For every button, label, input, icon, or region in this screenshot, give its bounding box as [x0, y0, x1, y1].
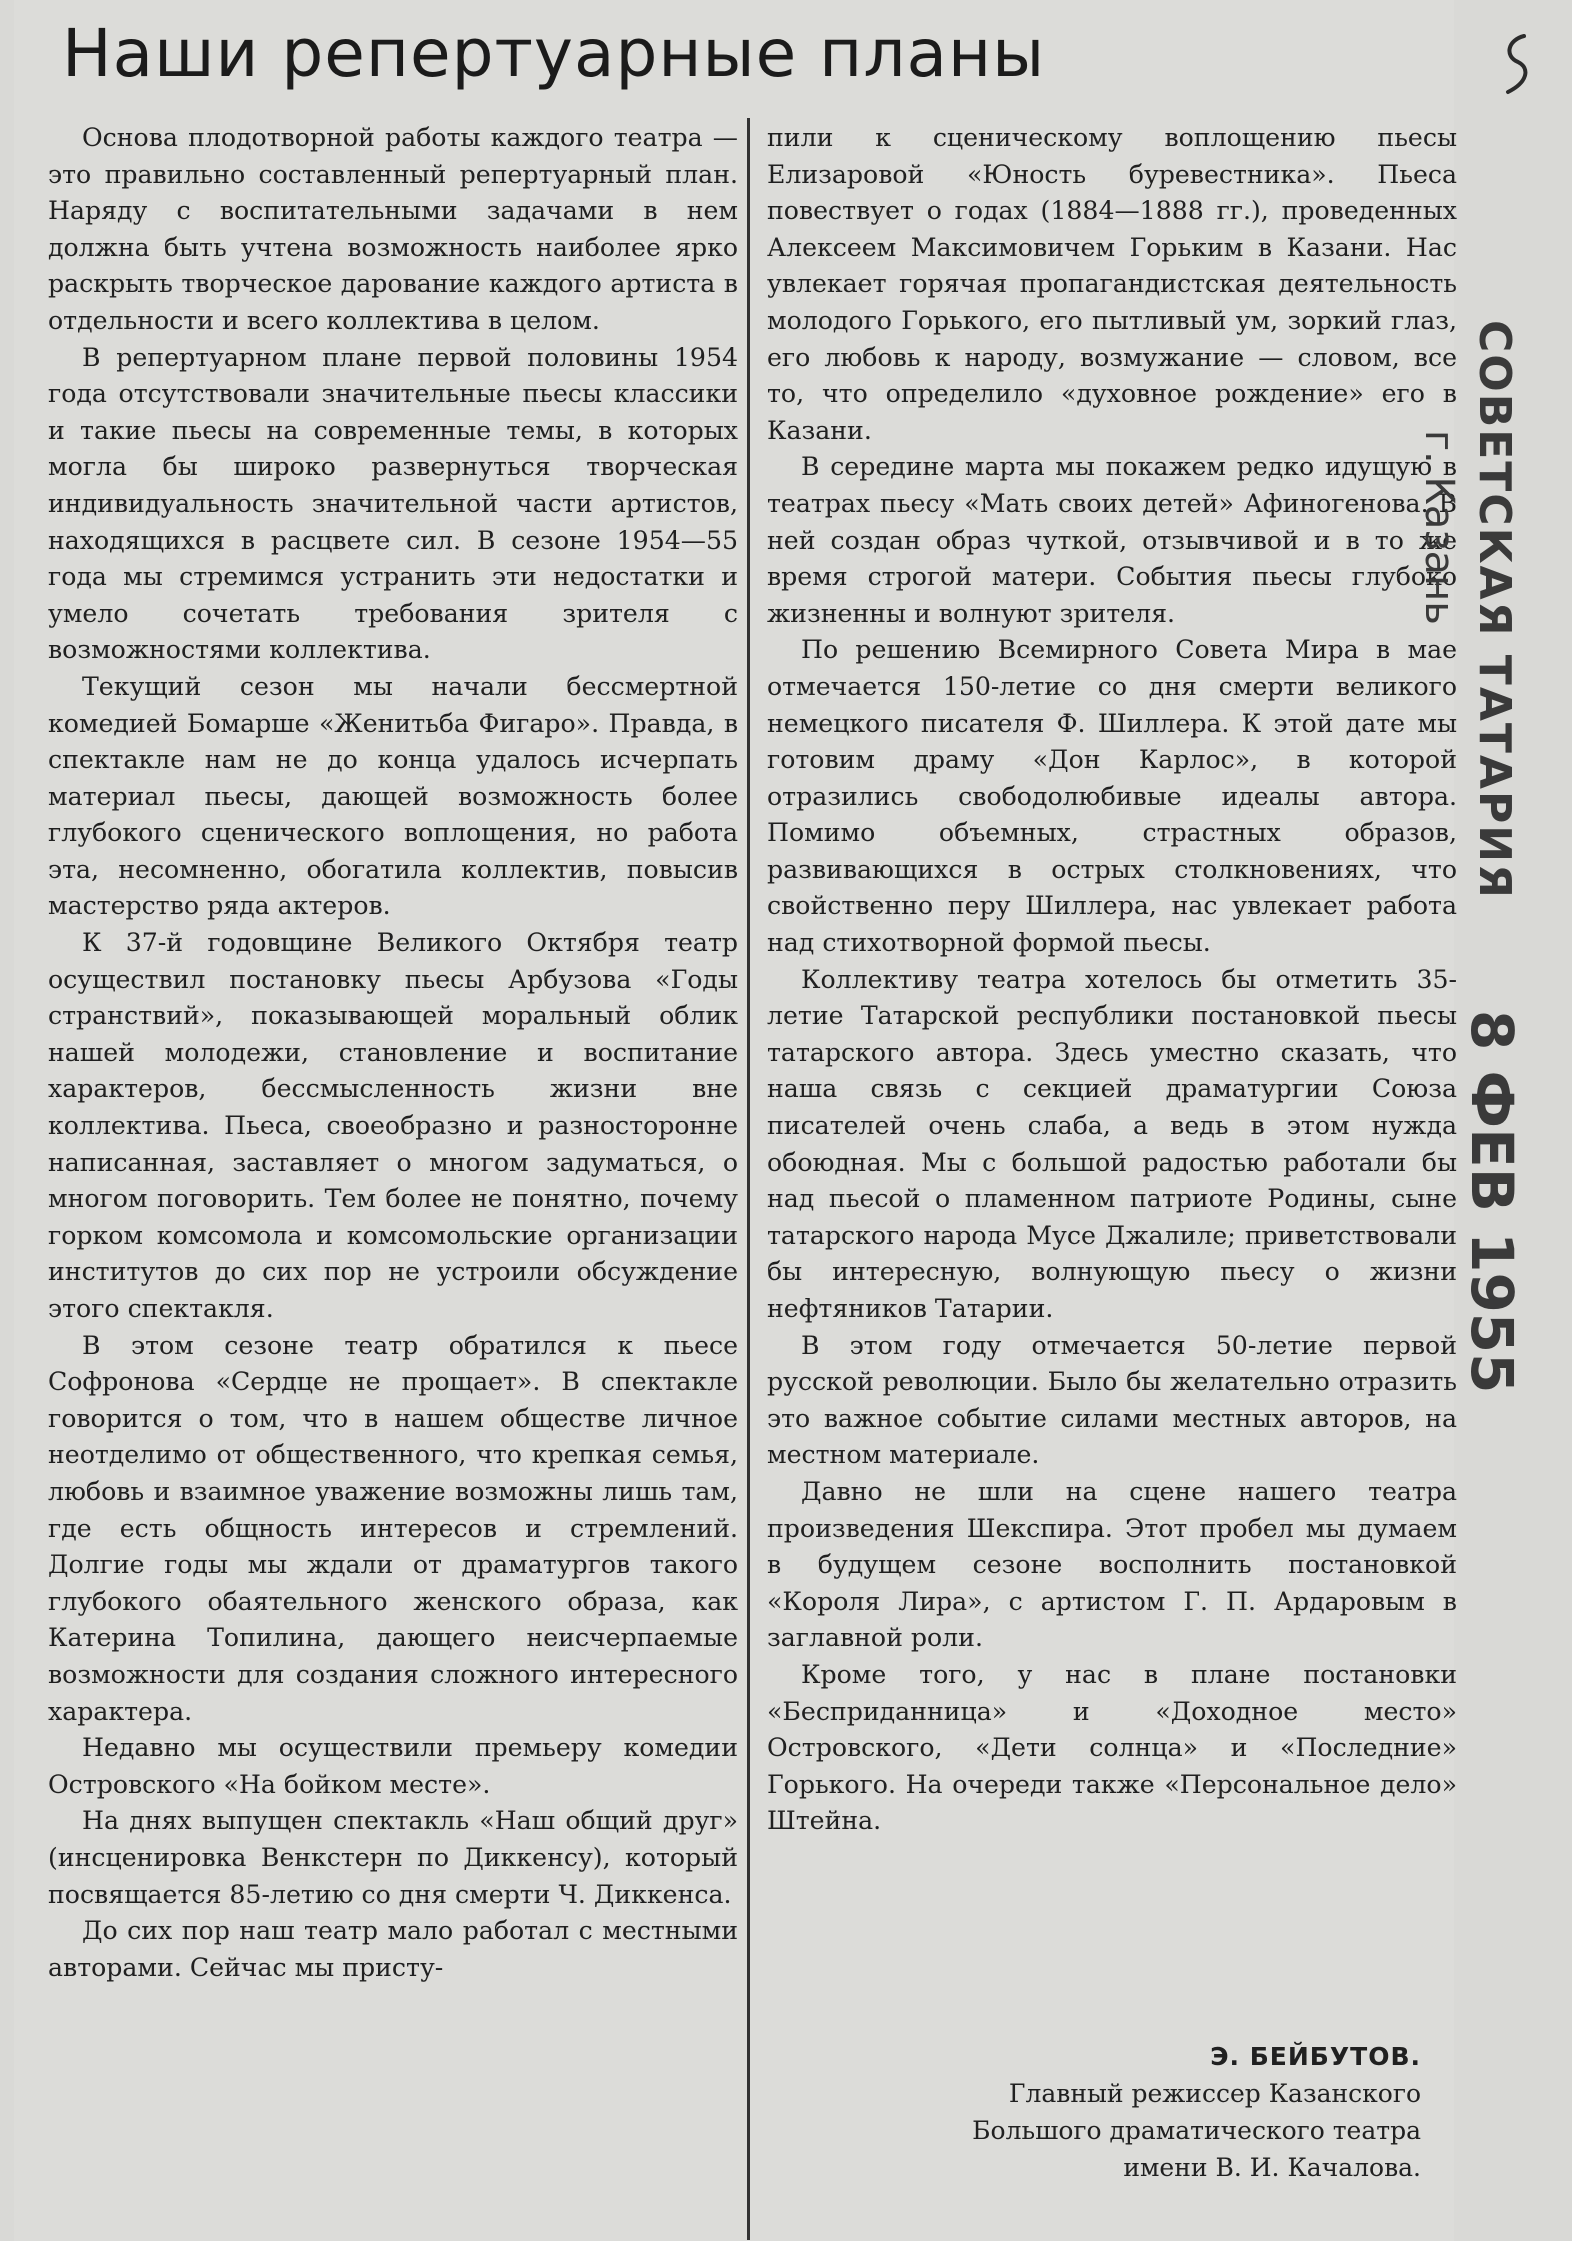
pencil-mark-icon	[1494, 30, 1540, 100]
paragraph: На днях выпущен спектакль «Наш общий друг» (инсценировка Венкстерн по Диккенсу), который посвящается 85-летию со дня смерти Ч. Диккенса.	[48, 1806, 738, 1909]
left-column	[48, 120, 738, 2230]
paragraph: К 37-й годовщине Великого Октября театр осуществил постановку пьесы Арбузова «Годы странствий», показывающей моральный облик нашей молодежи, становление и воспитание характеров, бессмысленность жизни вне коллектива. Пьеса, своеобразно и разносторонне написанная, заставляет о многом задуматься, о многом поговорить. Тем более не понятно, почему горком комсомола и комсомольские организации институтов до сих пор не устроили обсуждение этого спектакля.	[48, 928, 738, 1323]
paragraph: До сих пор наш театр мало работал с местными авторами. Сейчас мы присту-	[48, 1916, 738, 1982]
paragraph: В этом сезоне театр обратился к пьесе Софронова «Сердце не прощает». В спектакле говорится о том, что в нашем обществе личное неотделимо от общественного, что крепкая семья, любовь и взаимное уважение возможны лишь там, где есть общность интересов и стремлений. Долгие годы мы ждали от драматургов такого глубокого обаятельного женского образа, как Катерина Топилина, дающего неисчерпаемые возможности для создания сложного интересного характера.	[48, 1330, 738, 1726]
stamp-newspaper-name: СОВЕТСКАЯ ТАТАРИЯ	[1469, 320, 1520, 900]
right-column	[767, 120, 1457, 2230]
author-title-line: имени В. И. Качалова.	[1123, 2153, 1421, 2182]
author-title-line: Главный режиссер Казанского	[1008, 2079, 1421, 2108]
author-name: Э. БЕЙБУТОВ.	[1210, 2042, 1421, 2071]
paragraph: В середине марта мы покажем редко идущую в театрах пьесу «Мать своих детей» Афиногенова. В ней создан образ чуткой, отзывчивой и в то же время строгой матери. События пьесы глубоко жизненны и волнуют зрителя.	[767, 452, 1457, 628]
newspaper-date-stamp	[1416, 320, 1560, 1420]
article-clipping	[14, 0, 1457, 2241]
paragraph: Кроме того, у нас в плане постановки «Бесприданница» и «Доходное место» Островского, «Дети солнца» и «Последние» Горького. На очереди также «Персональное дело» Штейна.	[767, 1659, 1457, 1836]
author-signature	[767, 2038, 1457, 2186]
paragraph: По решению Всемирного Совета Мира в мае отмечается 150-летие со дня смерти великого немецкого писателя Ф. Шиллера. К этой дате мы готовим драму «Дон Карлос», в которой отразились свободолюбивые идеалы автора. Помимо объемных, страстных образов, развивающихся в острых столкновениях, что свойственно перу Шиллера, нас увлекает работа над стихотворной формой пьесы.	[767, 635, 1457, 958]
stamp-city: г. Казань	[1416, 430, 1462, 625]
stamp-date: 8 ФЕВ 1955	[1458, 1010, 1526, 1394]
article-headline: Наши репертуарные планы	[62, 15, 1046, 92]
paragraph: Текущий сезон мы начали бессмертной комедией Бомарше «Женитьба Фигаро». Правда, в спектакле нам не до конца удалось исчерпать материал пьесы, дающей возможность более глубокого сценического воплощения, но работа эта, несомненно, обогатила коллектив, повысив мастерство ряда актеров.	[48, 671, 738, 921]
paragraph: пили к сценическому воплощению пьесы Елизаровой «Юность буревестника». Пьеса повествует о годах (1884—1888 гг.), проведенных Алексеем Максимовичем Горьким в Казани. Нас увлекает горячая пропагандистская деятельность молодого Горького, его пытливый ум, зоркий глаз, его любовь к народу, возмужание — словом, все то, что определило «духовное рождение» его в Казани.	[767, 123, 1457, 445]
paragraph: Недавно мы осуществили премьеру комедии Островского «На бойком месте».	[48, 1733, 738, 1799]
paragraph: Коллективу театра хотелось бы отметить 35-летие Татарской республики постановкой пьесы татарского автора. Здесь уместно сказать, что наша связь с секцией драматургии Союза писателей очень слаба, а ведь в этом нужда обоюдная. Мы с большой радостью работали бы над пьесой о пламенном патриоте Родины, сыне татарского народа Мусе Джалиле; приветствовали бы интересную, волнующую пьесу о жизни нефтяников Татарии.	[767, 964, 1457, 1323]
paragraph: Давно не шли на сцене нашего театра произведения Шекспира. Этот пробел мы думаем в будущем сезоне восполнить постановкой «Короля Лира», с артистом Г. П. Ардаровым в заглавной роли.	[767, 1476, 1457, 1653]
paragraph: Основа плодотворной работы каждого театра — это правильно составленный репертуарный план. Наряду с воспитательными задачами в нем должна быть учтена возможность наиболее ярко раскрыть творческое дарование каждого артиста в отдельности и всего коллектива в целом.	[48, 123, 738, 335]
paragraph: В репертуарном плане первой половины 1954 года отсутствовали значительные пьесы классики и такие пьесы на современные темы, в которых могла бы широко развернуться творческая индивидуальность значительной части артистов, находящихся в расцвете сил. В сезоне 1954—55 года мы стремимся устранить эти недостатки и умело сочетать требования зрителя с возможностями коллектива.	[48, 342, 738, 665]
author-title-line: Большого драматического театра	[972, 2116, 1421, 2145]
column-divider	[747, 118, 750, 2240]
paragraph: В этом году отмечается 50-летие первой русской революции. Было бы желательно отразить это важное событие силами местных авторов, на местном материале.	[767, 1330, 1457, 1470]
